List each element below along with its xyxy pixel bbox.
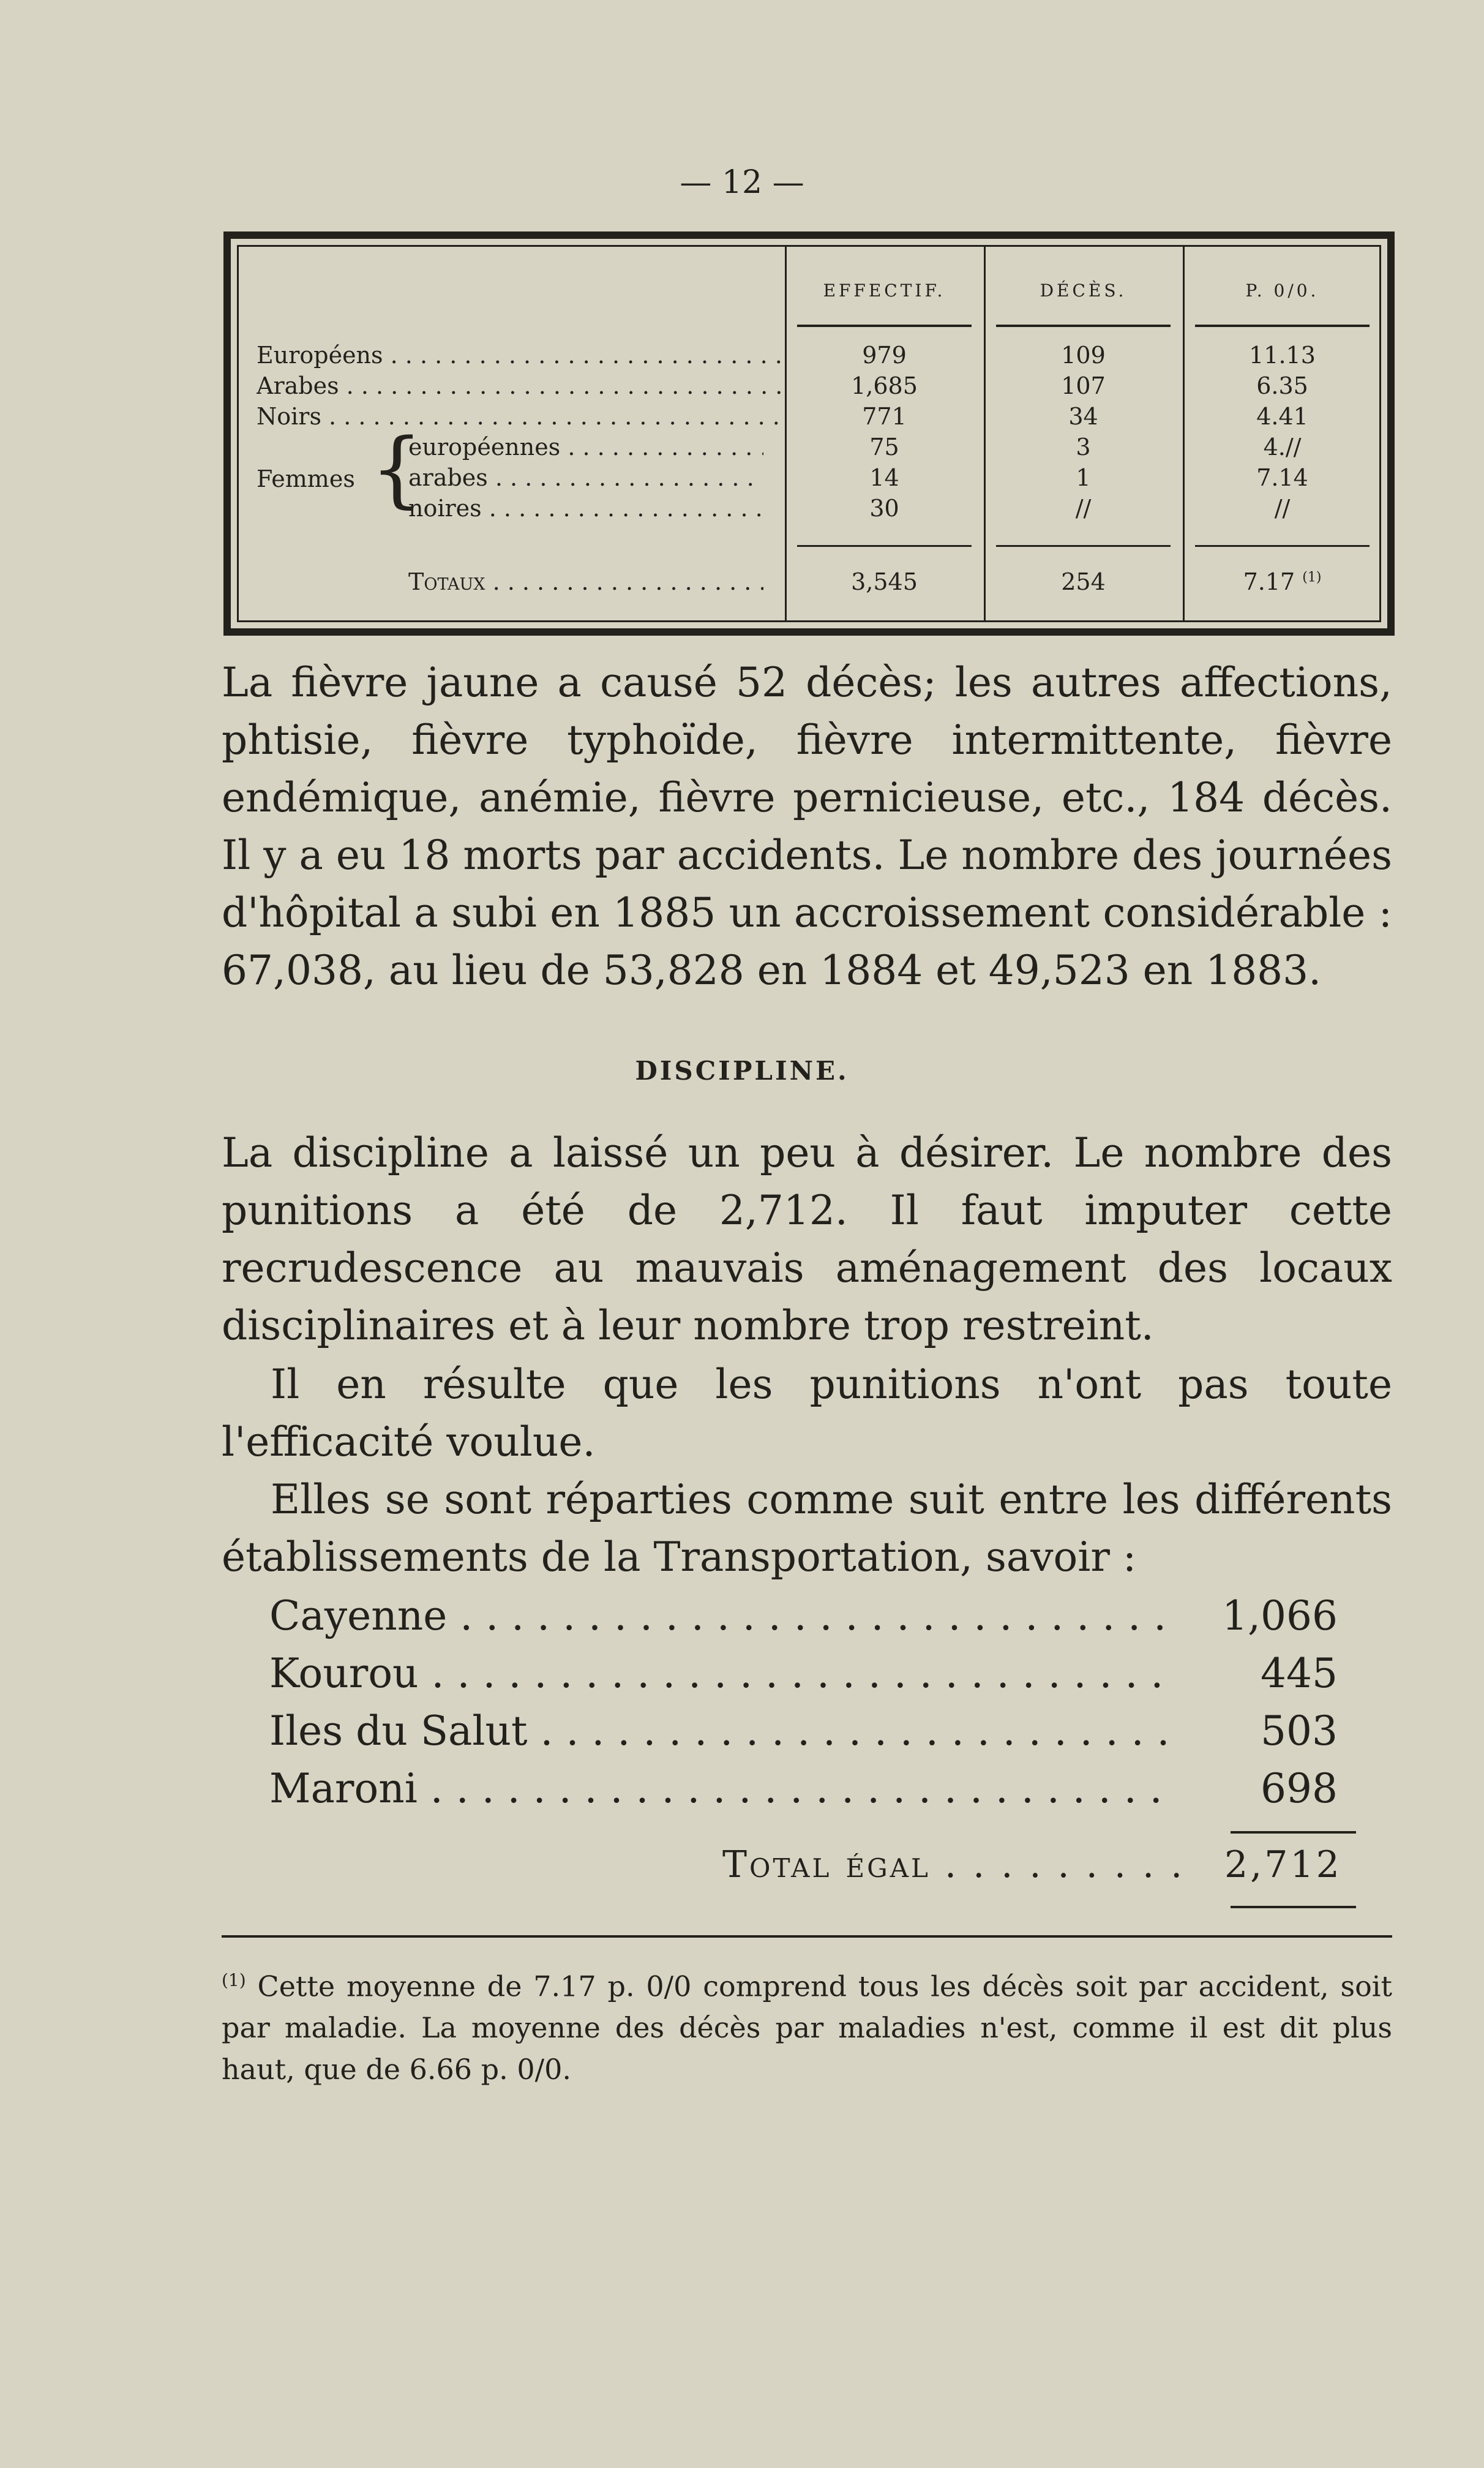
row-label: européennes . . . <box>408 434 763 461</box>
paragraph-distribution: Elles se sont réparties comme suit entre les différents établissements de la Transportation, savoir : <box>222 1476 1392 1581</box>
total-label: Total égal . . . . . . . . . <box>722 1843 1185 1886</box>
list-item-value: 503 <box>1254 1707 1338 1755</box>
total-effectif: 3,545 <box>851 568 918 595</box>
brace-icon: { <box>370 421 423 517</box>
list-item-label: Kourou . . . <box>269 1650 1175 1697</box>
mortality-table <box>223 231 1395 636</box>
paragraph-result: Il en résulte que les punitions n'ont pas toute l'efficacité voulue. <box>222 1361 1392 1465</box>
total-rule <box>1195 545 1370 547</box>
cell-deces: 34 <box>1068 403 1098 430</box>
header-effectif: EFFECTIF. <box>823 280 946 301</box>
header-pct: P. 0/0. <box>1245 280 1319 301</box>
cell-deces: 107 <box>1061 372 1106 399</box>
cell-pct: 11.13 <box>1249 342 1316 369</box>
list-item-value: 445 <box>1254 1650 1338 1697</box>
total-row-label: Totaux . . . <box>408 568 763 595</box>
footnote-separator <box>222 1935 1392 1938</box>
cell-pct: // <box>1274 495 1291 522</box>
header-deces: DÉCÈS. <box>1040 280 1127 301</box>
cell-pct: 4.41 <box>1256 403 1308 430</box>
row-label: noires . . . <box>408 495 763 522</box>
cell-deces: 3 <box>1076 434 1091 461</box>
list-item-label: Iles du Salut . . . <box>269 1707 1175 1755</box>
footnote-text: Cette moyenne de 7.17 p. 0/0 comprend tous les décès soit par accident, soit par maladie. La moyenne des décès par maladies n'est, comme il est dit plus haut, que de 6.66 p. 0/0. <box>222 1970 1392 2086</box>
list-item <box>269 1650 1338 1707</box>
list-item <box>269 1592 1338 1650</box>
footnote-mark: (1) <box>222 1970 246 1990</box>
list-item <box>269 1765 1338 1823</box>
cell-deces: // <box>1075 495 1092 522</box>
total-deces: 254 <box>1061 568 1106 595</box>
row-label: arabes . . . <box>408 464 763 491</box>
total-rule <box>996 545 1171 547</box>
underline-rule <box>1231 1906 1356 1908</box>
header-rule <box>1195 325 1370 327</box>
cell-effectif: 771 <box>862 403 907 430</box>
section-heading: DISCIPLINE. <box>635 1056 849 1086</box>
list-item-value: 698 <box>1254 1765 1338 1812</box>
header-rule <box>996 325 1171 327</box>
cell-pct: 7.14 <box>1256 464 1308 491</box>
total-rule <box>797 545 972 547</box>
page-number: — 12 — <box>680 164 804 201</box>
cell-effectif: 75 <box>869 434 899 461</box>
cell-pct: 4.// <box>1263 434 1302 461</box>
cell-deces: 109 <box>1061 342 1106 369</box>
list-item-label: Maroni . . . <box>269 1765 1175 1812</box>
header-rule <box>797 325 972 327</box>
paragraph-mortality: La fièvre jaune a causé 52 décès; les autres affections, phtisie, fièvre typhoïde, fièvre intermittente, fièvre endémique, anémie, fièvre pernicieuse, etc., 184 décès. Il y a eu 18 morts par accidents. Le nombre des journées d'hôpital a subi en 1885 un accroissement considérable : 67,038, au lieu de 53,828 en 1884 et 49,523 en 1883. <box>222 659 1392 994</box>
cell-pct: 6.35 <box>1256 372 1308 399</box>
row-label: Européens . . . <box>257 342 789 369</box>
list-item <box>269 1707 1338 1765</box>
list-item-label: Cayenne . . . <box>269 1592 1175 1639</box>
cell-deces: 1 <box>1076 464 1091 491</box>
femmes-label: Femmes <box>257 465 355 492</box>
cell-effectif: 30 <box>869 495 899 522</box>
footnote <box>222 1960 1392 2090</box>
row-label: Arabes . . . <box>257 372 789 399</box>
cell-effectif: 1,685 <box>851 372 918 399</box>
cell-effectif: 14 <box>869 464 899 491</box>
footnote-reference: (1) <box>1302 570 1322 585</box>
cell-effectif: 979 <box>862 342 907 369</box>
total-pct: 7.17 $^{(1)}$ <box>1243 568 1322 595</box>
total-value: 2,712 <box>1224 1843 1342 1886</box>
row-label: Noirs . . . <box>257 403 789 430</box>
sum-rule <box>1231 1831 1356 1834</box>
list-item-value: 1,066 <box>1216 1592 1338 1639</box>
paragraph-discipline: La discipline a laissé un peu à désirer. Le nombre des punitions a été de 2,712. Il faut imputer cette recrudescence au mauvais aménagement des locaux disciplinaires et à leur nombre trop restreint. <box>222 1129 1392 1349</box>
